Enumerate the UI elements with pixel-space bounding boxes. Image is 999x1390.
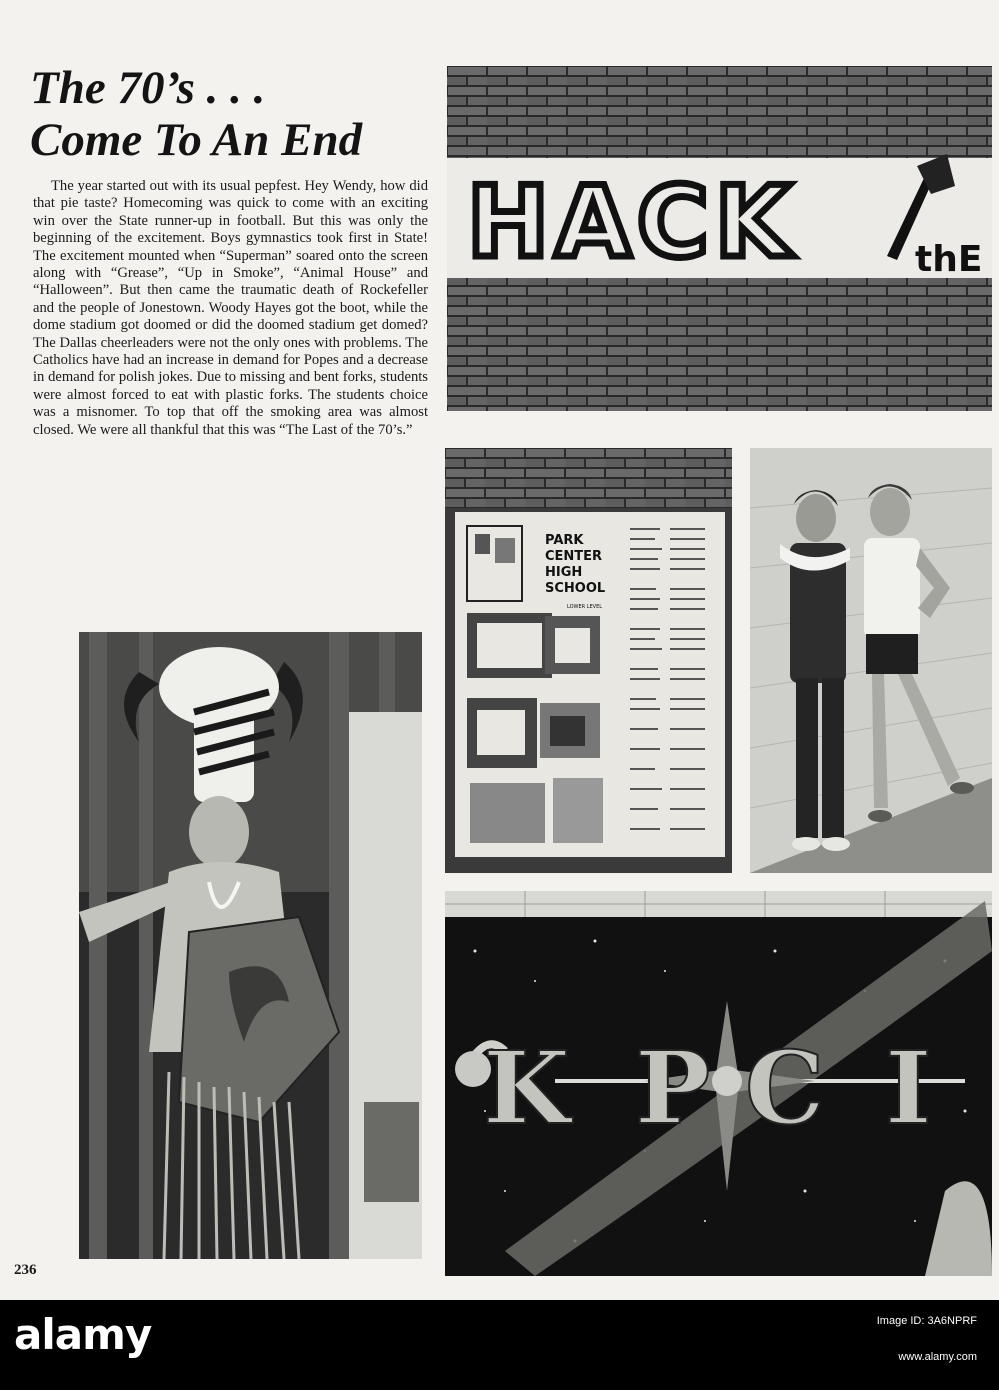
photo-school-map <box>445 448 732 873</box>
map-title-line-2: CENTER <box>545 549 603 564</box>
title-line-2: Come To An End <box>30 114 363 166</box>
mural-letter-c: C <box>745 1029 825 1147</box>
hack-tail-word: thE <box>915 239 983 280</box>
school-map-image <box>445 448 732 873</box>
hack-word: HACK <box>467 166 797 280</box>
mural-letter-k: K <box>483 1029 570 1147</box>
brand-url: www.alamy.com <box>898 1351 977 1363</box>
map-title-line-3: HIGH <box>545 565 583 580</box>
photo-costume-student <box>79 632 422 1259</box>
map-title-line-4: SCHOOL <box>545 581 606 596</box>
map-level-label: LOWER LEVEL <box>567 604 603 610</box>
image-id-label: Image ID: 3A6NPRF <box>876 1315 977 1327</box>
mural-letter-p: P <box>635 1029 711 1147</box>
mural-letter-i: I <box>885 1029 932 1147</box>
photo-hack-banner <box>447 66 992 411</box>
hack-banner-image <box>447 66 992 411</box>
brand-logo: alamy <box>14 1310 152 1359</box>
page-number: 236 <box>14 1262 37 1278</box>
space-mural-image <box>445 891 992 1276</box>
two-students-image <box>750 448 992 873</box>
title-line-1: The 70’s . . . <box>30 62 266 114</box>
watermark-footer <box>0 1300 999 1390</box>
article-body: The year started out with its usual pepfest. Hey Wendy, how did that pie taste? Homecoming was quick to come with an exciting win over the State runner-up in football. But this was only the beginning of the excitement. Boys gymnastics took first in State! The excitement mounted when “Superman” soared onto the screen along with “Grease”, “Up in Smoke”, “Animal House” and “Halloween”. But then came the traumatic death of Rockefeller and the people of Jonestown. Woody Hayes got the boot, while the dome stadium got doomed or did the doomed stadium get domed? The Dallas cheerleaders were not the only ones with problems. The Catholics have had an increase in demand for Popes and a decrease in demand for polish jokes. Due to missing and bent forks, students were almost forced to eat with plastic forks. The students choice was a misnomer. To top that off the smoking area was almost closed. We were all thankful that this was “The Last of the 70’s.” <box>33 178 428 438</box>
map-title-line-1: PARK <box>545 533 584 548</box>
photo-two-students <box>750 448 992 873</box>
photo-space-mural <box>445 891 992 1276</box>
article-title <box>30 62 440 166</box>
costume-student-image <box>79 632 422 1259</box>
